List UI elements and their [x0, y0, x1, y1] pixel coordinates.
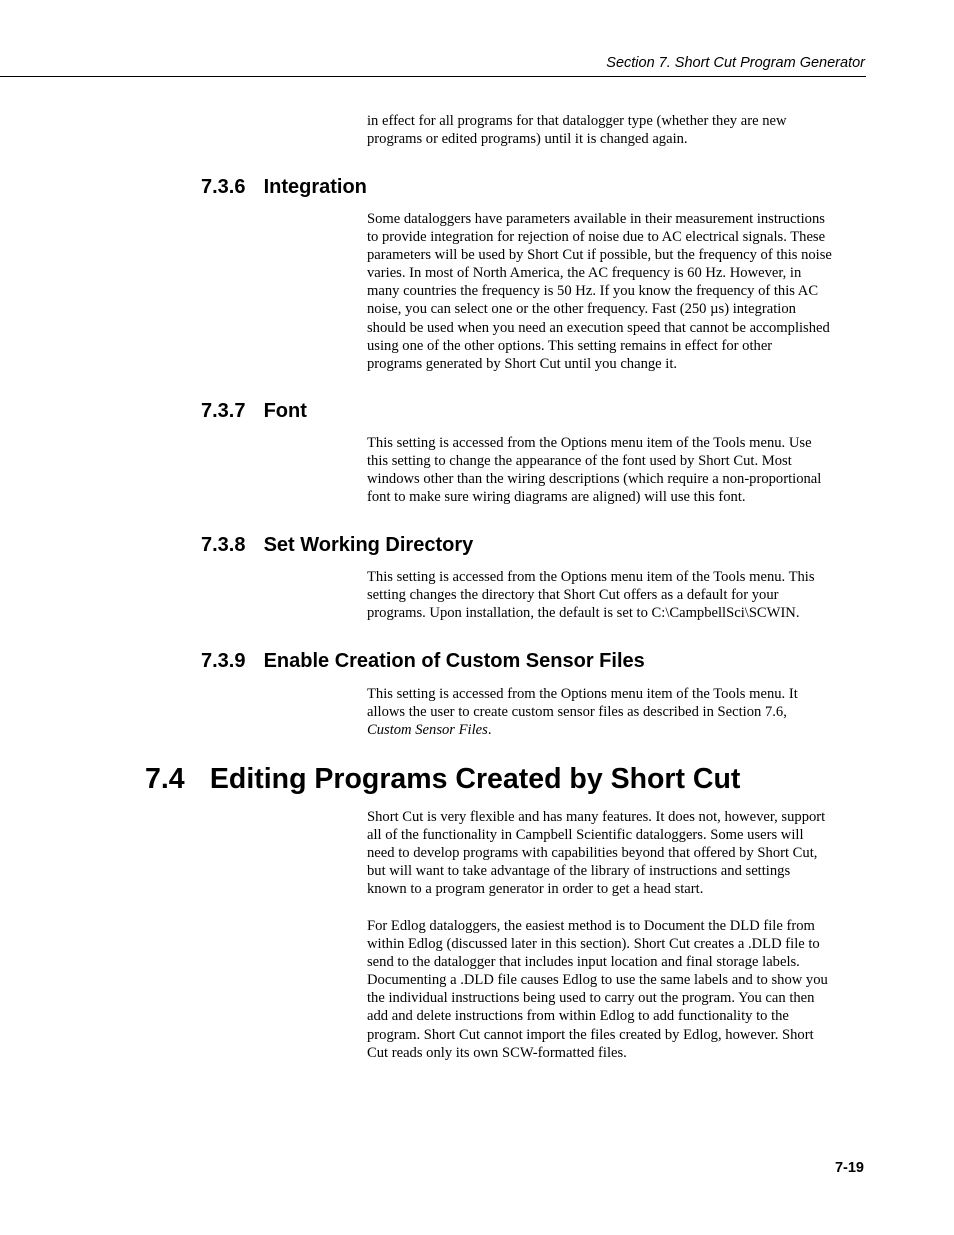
- custom-sensor-files-paragraph: [367, 685, 867, 739]
- integration-paragraph: [367, 210, 867, 373]
- text-line: varies. In most of North America, the AC frequency is 60 Hz. However, in: [367, 265, 802, 282]
- text-line: Cut reads only its own SCW-formatted files.: [367, 1044, 627, 1061]
- cross-reference-link[interactable]: Custom Sensor Files: [367, 722, 488, 739]
- heading-7-3-8-set-working-directory: [201, 534, 473, 557]
- section-title: Enable Creation of Custom Sensor Files: [263, 650, 645, 672]
- page-number: 7-19: [834, 1160, 864, 1176]
- text-line: programs or edited programs) until it is changed again.: [367, 131, 688, 148]
- text-line: many countries the frequency is 50 Hz. If you know the frequency of this AC: [367, 283, 819, 300]
- text-line: setting changes the directory that Short Cut offers as a default for your: [367, 587, 779, 604]
- text-line: the individual instructions being used to carry out the program. You can then: [367, 990, 815, 1007]
- text-line: This setting is accessed from the Options menu item of the Tools menu. Use: [367, 435, 812, 451]
- text-line: to provide integration for rejection of noise due to AC electrical signals. These: [367, 229, 826, 246]
- text-line: program. Short Cut cannot import the files created by Edlog, however. Short: [367, 1026, 814, 1043]
- text-line: send to the datalogger that includes input location and final storage labels.: [367, 954, 800, 971]
- section-number: 7.4: [145, 763, 185, 795]
- section-number: 7.3.9: [201, 650, 246, 672]
- text-line: This setting is accessed from the Options menu item of the Tools menu. This: [367, 569, 815, 585]
- heading-7-3-7-font: [201, 400, 307, 423]
- section-number: 7.3.8: [201, 534, 246, 556]
- text-line: this setting to change the appearance of the font used by Short Cut. Most: [367, 453, 792, 470]
- text-line: need to develop programs with capabilities beyond that offered by Short Cut,: [367, 845, 818, 862]
- text-line: but will want to take advantage of the library of instructions and settings: [367, 863, 791, 880]
- editing-programs-paragraph-2: [367, 917, 867, 1062]
- text-line: using one of the other options. This setting remains in effect for other: [367, 337, 773, 354]
- text-line: within Edlog (discussed later in this section). Short Cut creates a .DLD file to: [367, 936, 820, 953]
- section-number: 7.3.7: [201, 400, 246, 422]
- intro-continuation-paragraph: [367, 112, 867, 148]
- text-line: This setting is accessed from the Options menu item of the Tools menu. It: [367, 686, 798, 702]
- text-line: [367, 721, 867, 739]
- text-line: should be used when you need an execution speed that cannot be accomplished: [367, 319, 830, 336]
- heading-7-3-6-integration: [201, 176, 367, 199]
- text-line: all of the functionality in Campbell Scientific dataloggers. Some users will: [367, 827, 804, 844]
- text-line: font to make sure wiring diagrams are aligned) will use this font.: [367, 489, 746, 506]
- text-line: Documenting a .DLD file causes Edlog to use the same labels and to show you: [367, 972, 828, 989]
- text-line: For Edlog dataloggers, the easiest method is to Document the DLD file from: [367, 918, 815, 934]
- section-title: Editing Programs Created by Short Cut: [209, 763, 741, 795]
- text-line: Short Cut is very flexible and has many features. It does not, however, support: [367, 809, 826, 825]
- header-divider: [0, 76, 866, 77]
- text-line: windows other than the wiring descriptions (which require a non-proportional: [367, 471, 822, 488]
- heading-7-4-editing-programs: [145, 763, 740, 796]
- text-line: known to a program generator in order to get a head start.: [367, 881, 704, 898]
- text-fragment: .: [487, 722, 492, 739]
- text-line: Some dataloggers have parameters available in their measurement instructions: [367, 211, 825, 227]
- font-paragraph: [367, 434, 867, 506]
- section-number: 7.3.6: [201, 176, 246, 198]
- running-header-title: Section 7. Short Cut Program Generator: [606, 55, 865, 71]
- text-line: noise, you can select one or the other frequency. Fast (250 µs) integration: [367, 301, 796, 318]
- text-line: programs. Upon installation, the default is set to C:\CampbellSci\SCWIN.: [367, 605, 800, 622]
- section-title: Font: [263, 400, 307, 422]
- section-title: Integration: [263, 176, 367, 198]
- text-line: programs generated by Short Cut until you change it.: [367, 355, 678, 372]
- working-directory-paragraph: [367, 568, 867, 622]
- text-line: add and delete instructions from within Edlog to add functionality to the: [367, 1008, 789, 1025]
- editing-programs-paragraph-1: [367, 808, 867, 898]
- text-line: allows the user to create custom sensor files as described in Section 7.6,: [367, 704, 787, 721]
- section-title: Set Working Directory: [263, 534, 474, 556]
- text-line: in effect for all programs for that datalogger type (whether they are new: [367, 113, 787, 129]
- text-line: parameters will be used by Short Cut if possible, but the frequency of this noise: [367, 247, 832, 264]
- heading-7-3-9-custom-sensor-files: [201, 650, 645, 673]
